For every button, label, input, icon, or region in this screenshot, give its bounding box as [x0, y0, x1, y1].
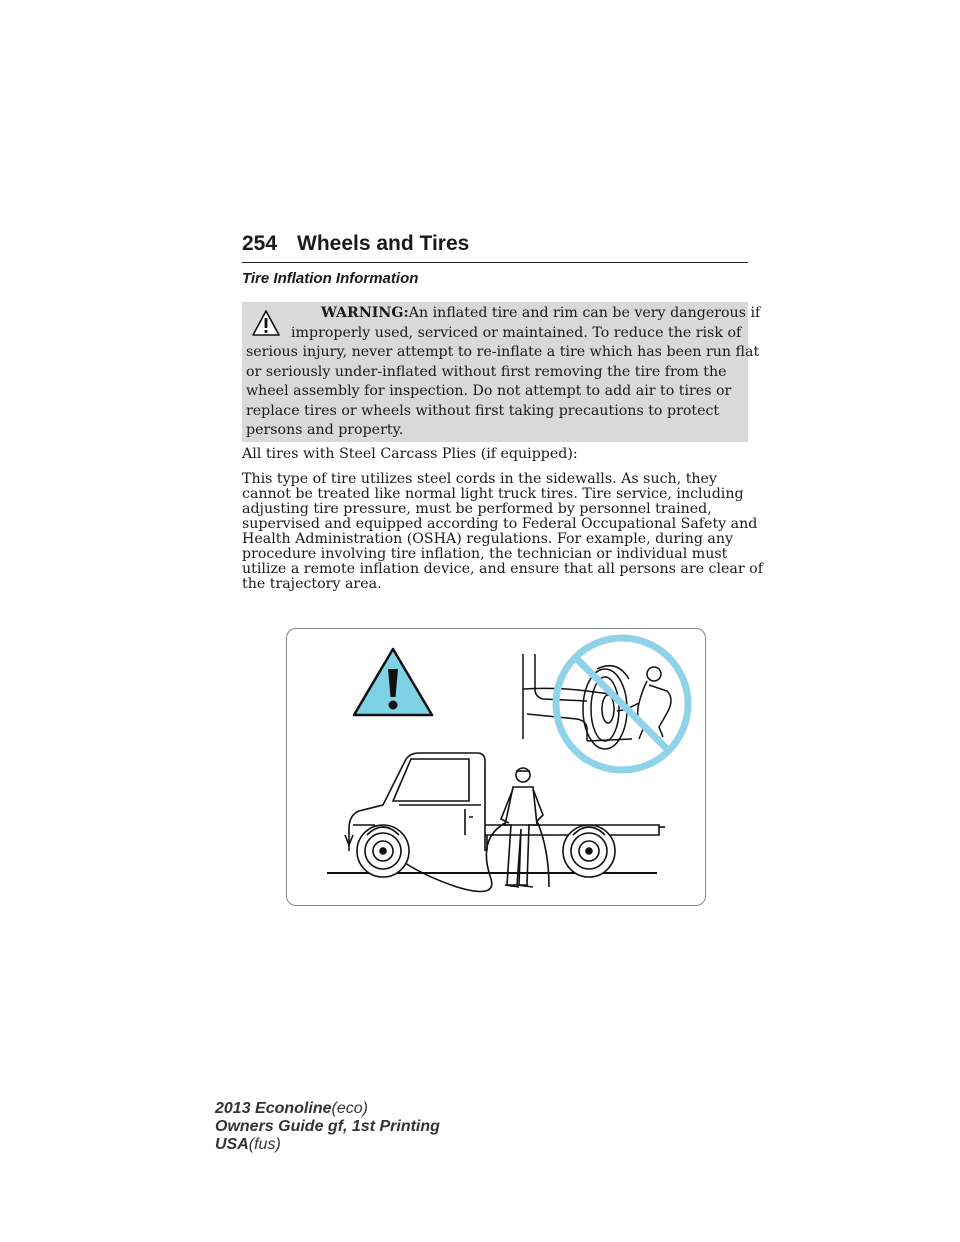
body-paragraph [242, 472, 763, 592]
footer-model: 2013 Econoline [215, 1100, 332, 1117]
warning-line: wheel assembly for inspection. Do not attempt to add air to tires or [246, 383, 732, 399]
intro-paragraph: All tires with Steel Carcass Plies (if equipped): [242, 446, 578, 462]
footer-market-code: (fus) [248, 1136, 281, 1153]
paragraph-line: supervised and equipped according to Federal Occupational Safety and [242, 516, 758, 532]
footer-model-code: (eco) [331, 1100, 368, 1117]
page-footer [215, 1100, 440, 1154]
warning-text [246, 304, 761, 441]
paragraph-line: cannot be treated like normal light truck tires. Tire service, including [242, 486, 744, 502]
paragraph-line: adjusting tire pressure, must be performed by personnel trained, [242, 501, 712, 517]
footer-market: USA [215, 1136, 249, 1153]
warning-line: replace tires or wheels without first taking precautions to protect [246, 402, 720, 419]
section-heading: Tire Inflation Information [242, 270, 419, 287]
warning-box [242, 302, 761, 442]
warning-line: or seriously under-inflated without first removing the tire from the [246, 363, 727, 380]
page-header [242, 232, 748, 263]
warning-label: WARNING: [321, 305, 409, 321]
footer-guide: Owners Guide gf, 1st Printing [215, 1118, 440, 1135]
paragraph-line: utilize a remote inflation device, and ensure that all persons are clear of [242, 561, 763, 577]
warning-line: serious injury, never attempt to re-inflate a tire which has been run flat [246, 344, 760, 360]
warning-line: persons and property. [246, 422, 404, 438]
warning-triangle-icon [354, 649, 432, 715]
paragraph-line: the trajectory area. [242, 576, 382, 592]
warning-line: An inflated tire and rim can be very dangerous if [408, 305, 761, 321]
page-number: 254 [242, 232, 278, 255]
illustration-drawing [287, 629, 705, 905]
tire-inflation-illustration [286, 628, 706, 906]
warning-line: improperly used, serviced or maintained. To reduce the risk of [291, 324, 742, 341]
prohibited-icon [556, 638, 688, 770]
paragraph-line: procedure involving tire inflation, the technician or individual must [242, 546, 728, 562]
paragraph-line: This type of tire utilizes steel cords in the sidewalls. As such, they [242, 471, 717, 487]
paragraph-line: Health Administration (OSHA) regulations. For example, during any [242, 531, 734, 547]
chapter-title: Wheels and Tires [297, 232, 470, 255]
